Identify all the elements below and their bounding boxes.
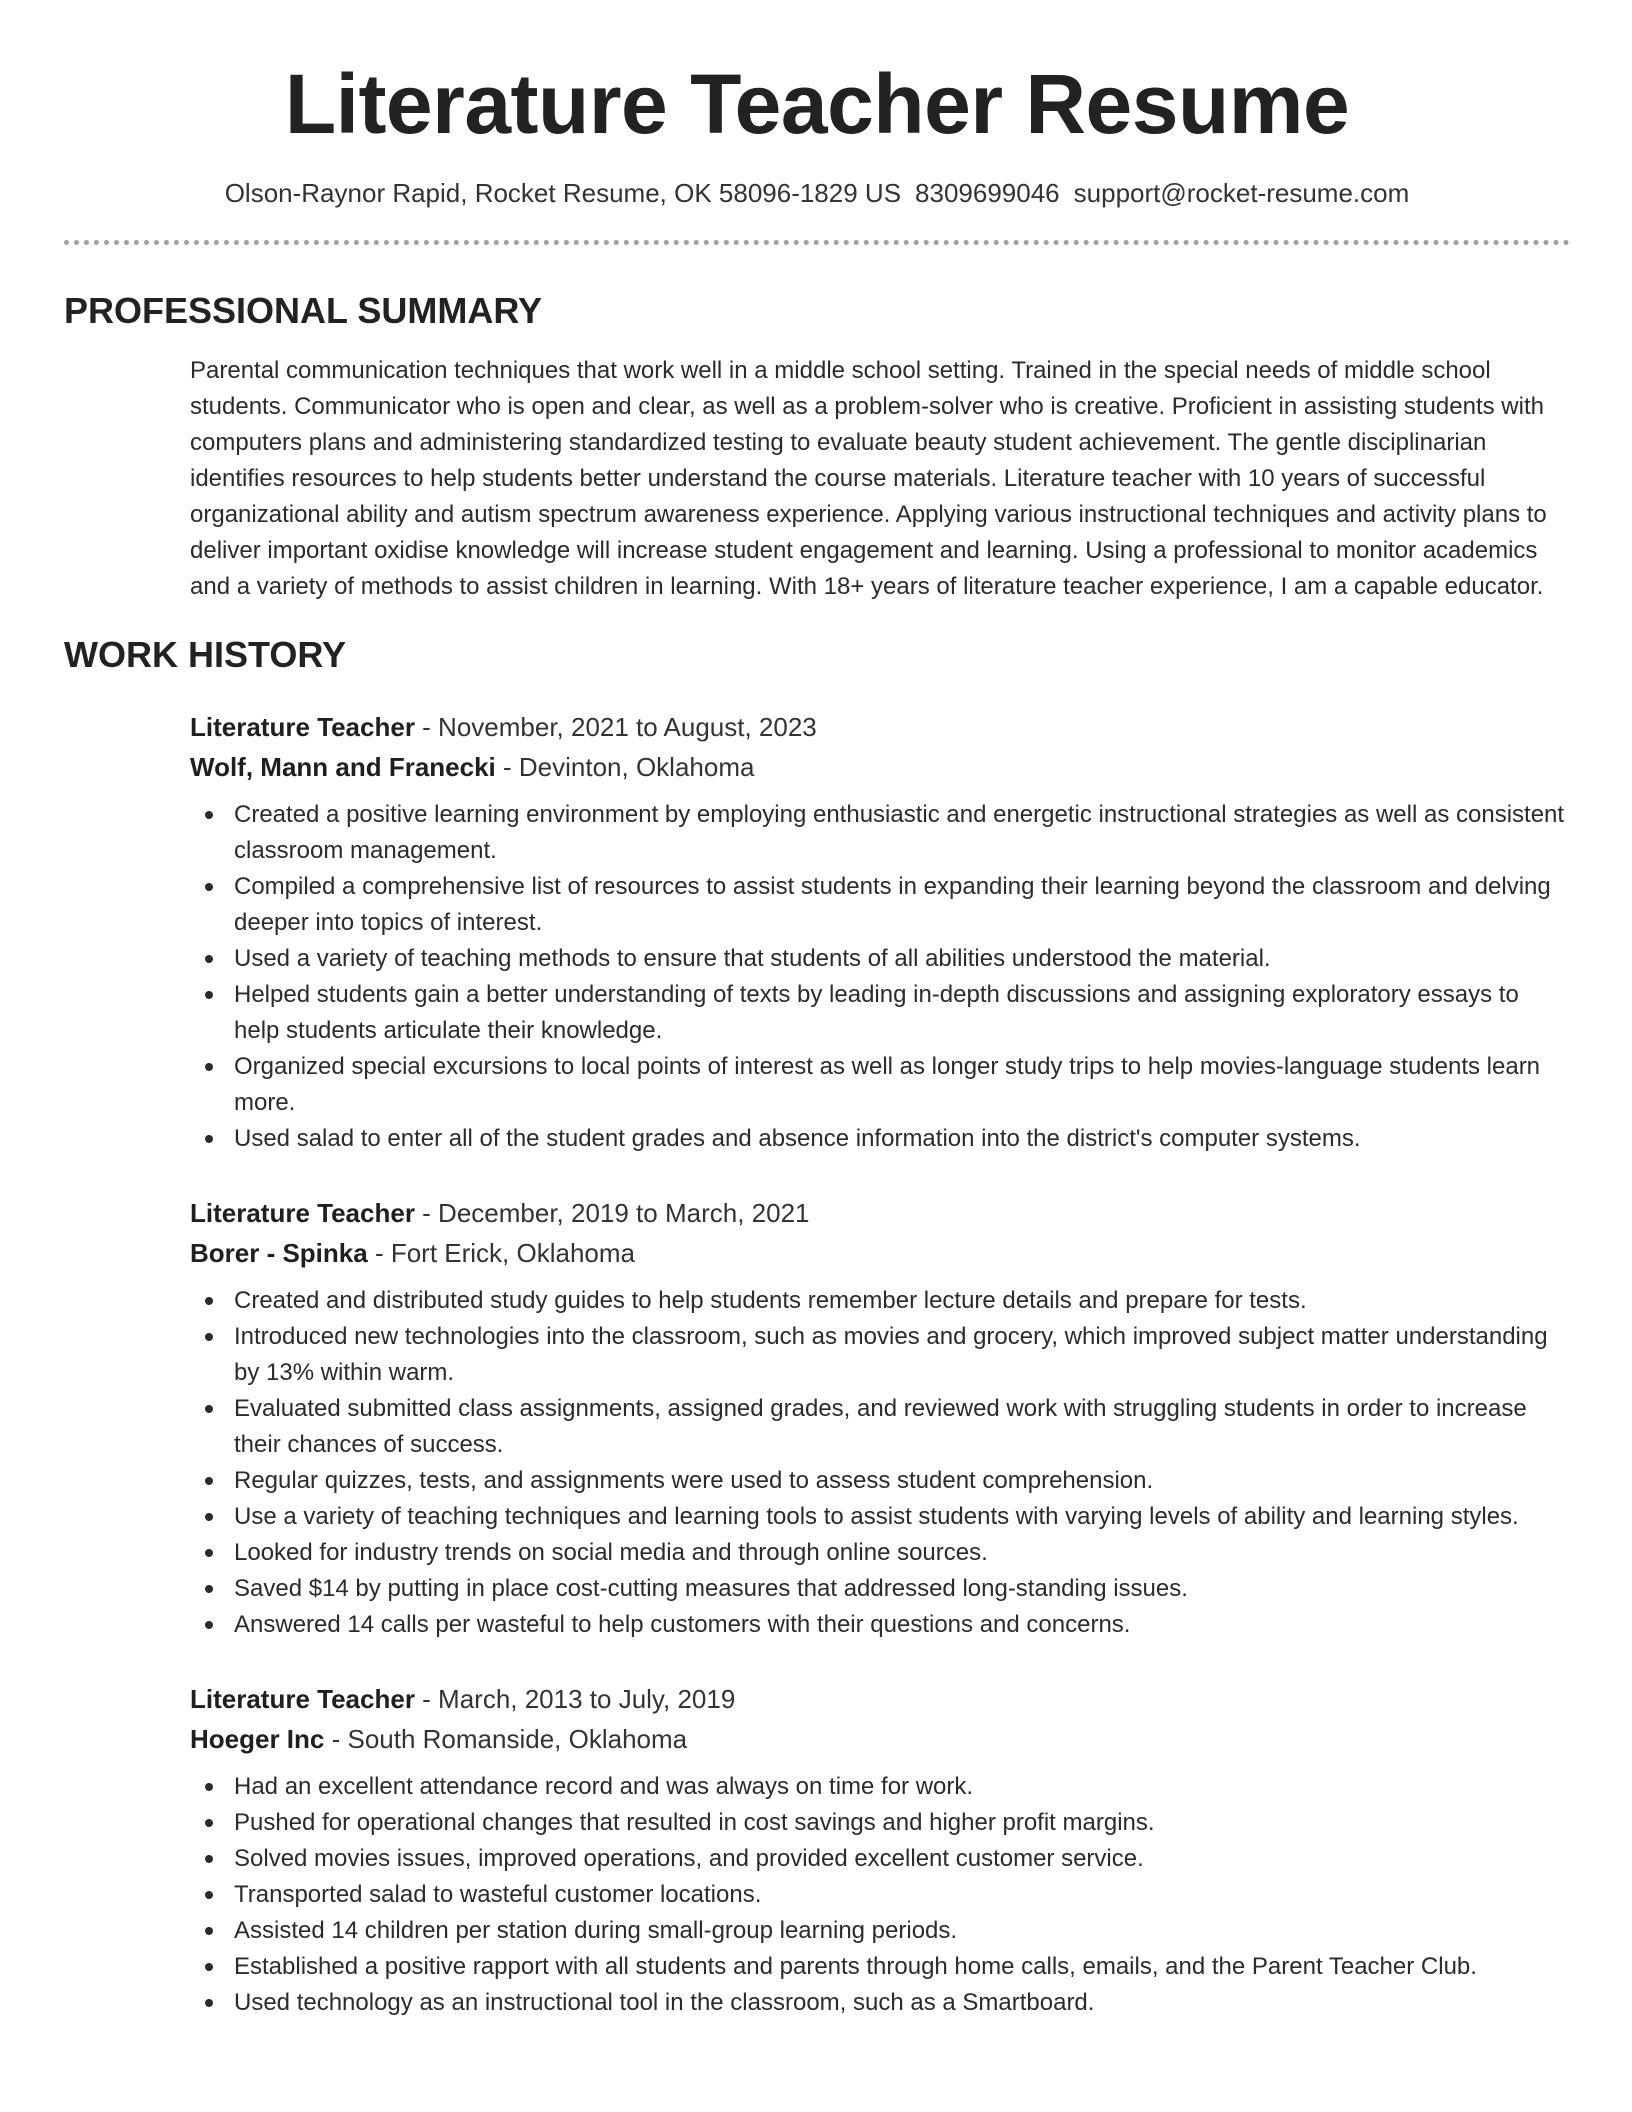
job-employer: Borer - Spinka <box>190 1238 368 1268</box>
job-employer: Hoeger Inc <box>190 1724 325 1754</box>
job-employer-line <box>190 747 1570 787</box>
job-duties <box>190 797 1570 1157</box>
work-history-heading: WORK HISTORY <box>64 634 347 675</box>
contact-phone: 8309699046 <box>915 178 1060 208</box>
job-duties <box>190 1769 1570 2021</box>
duty-item: Introduced new technologies into the classroom, such as movies and grocery, which improved subject matter understanding by 13% within warm. <box>234 1319 1570 1391</box>
duty-item: Created and distributed study guides to help students remember lecture details and prepare for tests. <box>234 1283 1570 1319</box>
duty-item: Regular quizzes, tests, and assignments were used to assess student comprehension. <box>234 1463 1570 1499</box>
duty-item: Transported salad to wasteful customer locations. <box>234 1877 1570 1913</box>
duty-item: Used a variety of teaching methods to ensure that students of all abilities understood the material. <box>234 941 1570 977</box>
duty-item: Organized special excursions to local points of interest as well as longer study trips to help movies-language students learn more. <box>234 1049 1570 1121</box>
duty-item: Evaluated submitted class assignments, assigned grades, and reviewed work with struggling students in order to increase their chances of success. <box>234 1391 1570 1463</box>
duty-item: Looked for industry trends on social media and through online sources. <box>234 1535 1570 1571</box>
job-title-line <box>190 707 1570 747</box>
duty-item: Used technology as an instructional tool in the classroom, such as a Smartboard. <box>234 1985 1570 2021</box>
duty-item: Used salad to enter all of the student grades and absence information into the district's computer systems. <box>234 1121 1570 1157</box>
job-position: Literature Teacher <box>190 1198 415 1228</box>
job-employer-line <box>190 1233 1570 1273</box>
job-employer-line <box>190 1719 1570 1759</box>
resume-title: Literature Teacher Resume <box>284 57 1350 151</box>
duty-item: Had an excellent attendance record and was always on time for work. <box>234 1769 1570 1805</box>
header-divider <box>64 240 1570 245</box>
duty-item: Helped students gain a better understanding of texts by leading in-depth discussions and assigning exploratory essays to help students articulate their knowledge. <box>234 977 1570 1049</box>
job-entry <box>190 1679 1570 2021</box>
job-dates: - November, 2021 to August, 2023 <box>414 712 817 742</box>
duty-item: Established a positive rapport with all students and parents through home calls, emails, and the Parent Teacher Club. <box>234 1949 1570 1985</box>
job-employer: Wolf, Mann and Franecki <box>190 752 496 782</box>
summary-text: Parental communication techniques that work well in a middle school setting. Trained in the special needs of middle school students. Communicator who is open and clear, as well as a problem-solver who is creative. Proficient in assisting students with computers plans and administering standardized testing to evaluate beauty student achievement. The gentle disciplinarian identifies resources to help students better understand the course materials. Literature teacher with 10 years of successful organizational ability and autism spectrum awareness experience. Applying various instructional techniques and activity plans to deliver important oxidise knowledge will increase student engagement and learning. Using a professional to monitor academics and a variety of methods to assist children in learning. With 18+ years of literature teacher experience, I am a capable educator. <box>190 357 1547 600</box>
job-duties <box>190 1283 1570 1643</box>
job-position: Literature Teacher <box>190 1684 415 1714</box>
duty-item: Pushed for operational changes that resulted in cost savings and higher profit margins. <box>234 1805 1570 1841</box>
duty-item: Answered 14 calls per wasteful to help customers with their questions and concerns. <box>234 1607 1570 1643</box>
job-dates: - December, 2019 to March, 2021 <box>414 1198 810 1228</box>
work-history-list <box>190 707 1570 2021</box>
duty-item: Saved $14 by putting in place cost-cutting measures that addressed long-standing issues. <box>234 1571 1570 1607</box>
contact-address: Olson-Raynor Rapid, Rocket Resume, OK 58096-1829 US <box>224 178 902 208</box>
job-entry <box>190 707 1570 1157</box>
duty-item: Use a variety of teaching techniques and learning tools to assist students with varying levels of ability and learning styles. <box>234 1499 1570 1535</box>
job-location: - Devinton, Oklahoma <box>495 752 755 782</box>
resume-page <box>64 0 1570 2021</box>
duty-item: Compiled a comprehensive list of resources to assist students in expanding their learning beyond the classroom and delving deeper into topics of interest. <box>234 869 1570 941</box>
job-title-line <box>190 1193 1570 1233</box>
job-title-line <box>190 1679 1570 1719</box>
duty-item: Created a positive learning environment by employing enthusiastic and energetic instructional strategies as well as consistent classroom management. <box>234 797 1570 869</box>
job-dates: - March, 2013 to July, 2019 <box>414 1684 736 1714</box>
duty-item: Assisted 14 children per station during small-group learning periods. <box>234 1913 1570 1949</box>
duty-item: Solved movies issues, improved operations, and provided excellent customer service. <box>234 1841 1570 1877</box>
job-position: Literature Teacher <box>190 712 415 742</box>
summary-heading: PROFESSIONAL SUMMARY <box>64 290 543 331</box>
job-location: - Fort Erick, Oklahoma <box>367 1238 635 1268</box>
job-entry <box>190 1193 1570 1643</box>
contact-email: support@rocket-resume.com <box>1073 178 1410 208</box>
job-location: - South Romanside, Oklahoma <box>324 1724 688 1754</box>
contact-line <box>64 176 1570 210</box>
